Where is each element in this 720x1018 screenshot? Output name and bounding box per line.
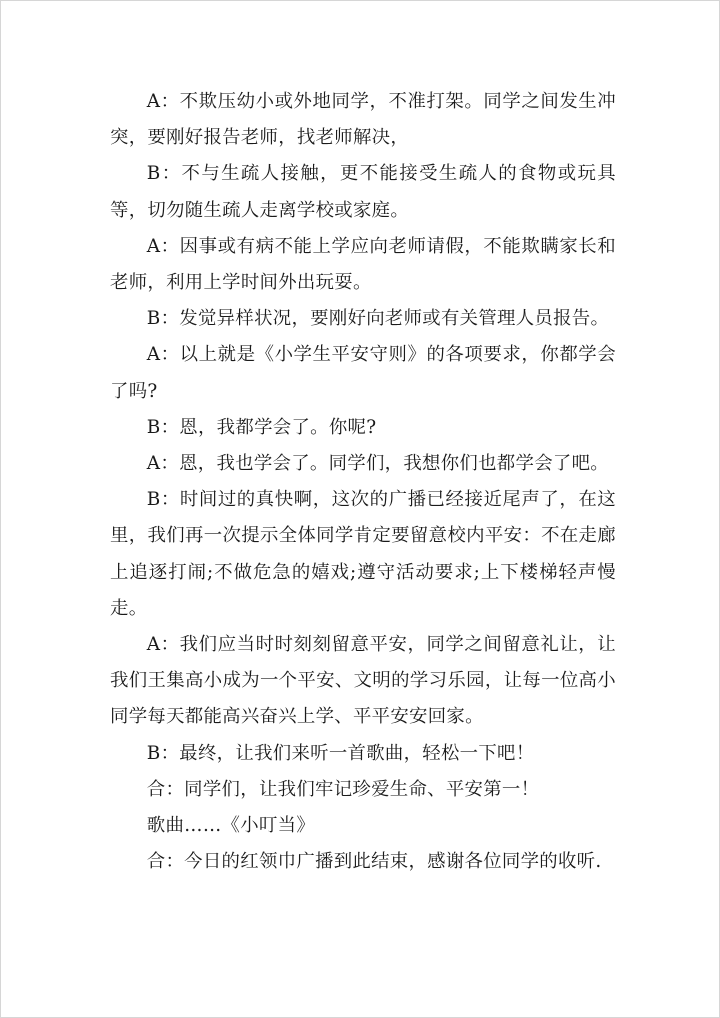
- paragraph: B：发觉异样状况，要刚好向老师或有关管理人员报告。: [146, 308, 610, 330]
- document-body: [110, 84, 616, 880]
- paragraph: 合：同学们，让我们牢记珍爱生命、平安第一！: [146, 778, 540, 800]
- paragraph: A：因事或有病不能上学应向老师请假，不能欺瞒家长和老师，利用上学时间外出玩耍。: [110, 235, 616, 294]
- paragraph: 歌曲……《小叮当》: [146, 815, 316, 837]
- paragraph: A：以上就是《小学生平安守则》的各项要求，你都学会了吗?: [110, 344, 616, 402]
- paragraph: B：最终，让我们来听一首歌曲，轻松一下吧！: [146, 742, 535, 764]
- paragraph: A：恩，我也学会了。同学们，我想你们也都学会了吧。: [146, 453, 609, 475]
- paragraph: B：不与生疏人接触，更不能接受生疏人的食物或玩具等，切勿随生疏人走离学校或家庭。: [110, 163, 616, 221]
- paragraph: 合：今日的红领巾广播到此结束，感谢各位同学的收听.: [146, 851, 602, 873]
- paragraph: B：恩，我都学会了。你呢?: [146, 416, 377, 438]
- paragraph: B：时间过的真快啊，这次的广播已经接近尾声了，在这里，我们再一次提示全体同学肯定要留意校内平安：不在走廊上追逐打闹;不做危急的嬉戏;遵守活动要求;上下楼梯轻声慢走。: [110, 489, 616, 619]
- paragraph: A：不欺压幼小或外地同学，不准打架。同学之间发生冲突，要刚好报告老师，找老师解决，: [110, 91, 616, 149]
- paragraph: A：我们应当时时刻刻留意平安，同学之间留意礼让，让我们王集高小成为一个平安、文明的学习乐园，让每一位高小同学每天都能高兴奋兴上学、平平安安回家。: [110, 634, 616, 728]
